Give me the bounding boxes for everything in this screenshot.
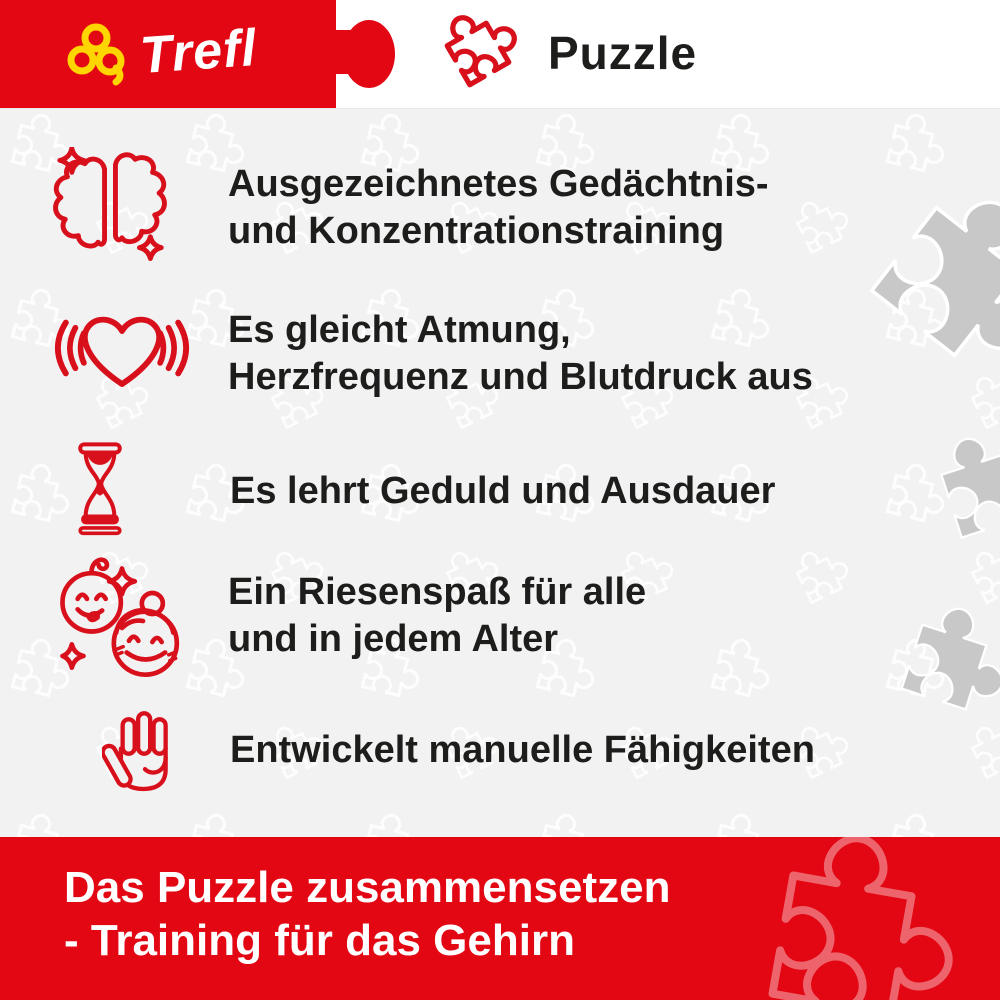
all-ages-faces-icon <box>48 551 196 691</box>
footer-line: Das Puzzle zusammensetzen <box>64 863 671 912</box>
benefits-area <box>0 109 1000 837</box>
hourglass-icon <box>73 439 127 536</box>
benefit-text <box>228 161 769 255</box>
puzzle-piece-icon <box>430 6 526 102</box>
benefit-line: und Konzentrationstraining <box>228 210 725 252</box>
benefit-text <box>228 569 646 663</box>
benefit-line: Ausgezeichnetes Gedächtnis- <box>228 163 769 205</box>
benefit-text <box>230 727 815 774</box>
brand-wordmark: Trefl <box>138 18 259 86</box>
footer-line: - Training für das Gehirn <box>64 916 575 965</box>
hand-icon <box>102 699 188 811</box>
benefit-line: Entwickelt manuelle Fähigkeiten <box>230 729 815 771</box>
benefit-line: Es gleicht Atmung, <box>228 309 571 351</box>
footer-text <box>64 861 670 967</box>
header-band <box>0 0 1000 109</box>
benefit-line: und in jedem Alter <box>228 618 559 660</box>
beating-heart-icon <box>52 295 192 401</box>
clover-icon <box>66 22 130 86</box>
benefit-line: Herzfrequenz und Blutdruck aus <box>228 356 813 398</box>
benefit-text <box>228 307 813 401</box>
brain-sparkles-icon <box>50 147 170 261</box>
category-label: Puzzle <box>548 27 698 79</box>
footer-banner <box>0 837 1000 1000</box>
benefit-line: Ein Riesenspaß für alle <box>228 571 647 613</box>
benefit-line: Es lehrt Geduld und Ausdauer <box>230 470 776 512</box>
benefit-text <box>230 468 775 515</box>
